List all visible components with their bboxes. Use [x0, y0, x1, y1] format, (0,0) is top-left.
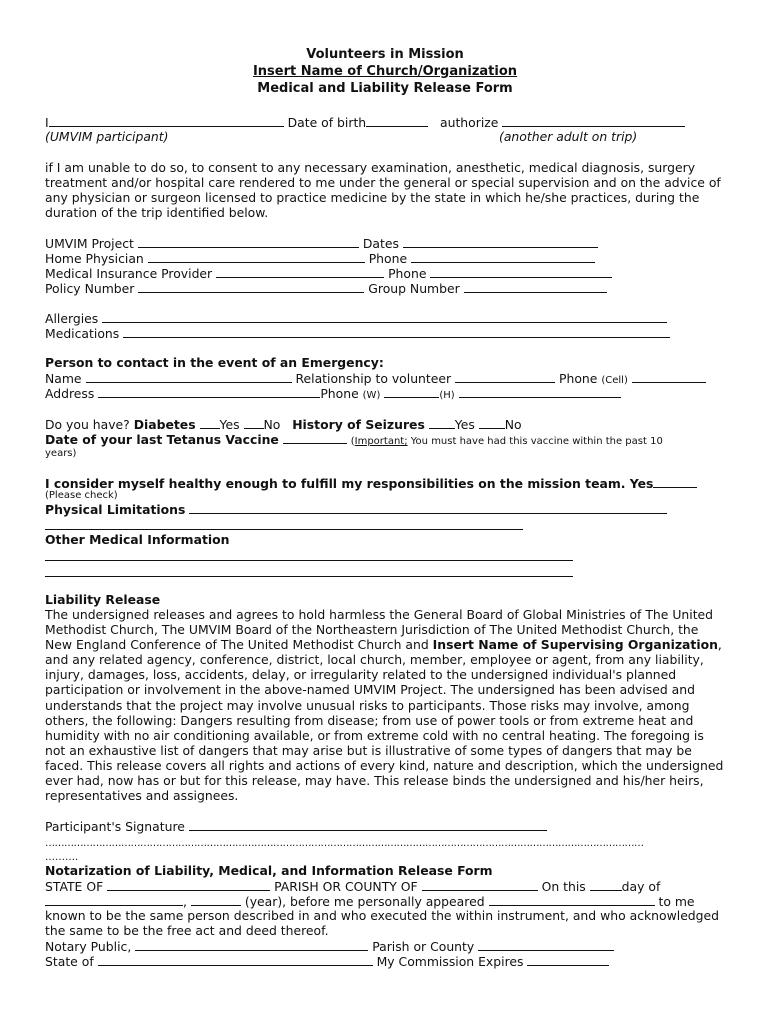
insurance-label: Medical Insurance Provider	[45, 266, 213, 281]
healthy-label: I consider myself healthy enough to fulfill my responsibilities on the mission team. Yes	[45, 476, 654, 491]
policy-field[interactable]	[138, 280, 364, 293]
liability-heading: Liability Release	[45, 592, 161, 607]
physician-label: Home Physician	[45, 251, 144, 266]
conditions-row	[45, 416, 522, 432]
title-line-1: Volunteers in Mission	[306, 47, 464, 62]
address-field[interactable]	[98, 385, 320, 398]
notary-state-row	[45, 878, 660, 894]
emergency-name-field[interactable]	[86, 370, 292, 383]
group-label: Group Number	[368, 281, 460, 296]
dob-field[interactable]	[366, 114, 428, 127]
signature-row	[45, 818, 547, 834]
state-of-2-label: State of	[45, 954, 94, 969]
other-medical-line-1[interactable]	[45, 560, 573, 561]
on-this-label: On this	[541, 879, 586, 894]
policy-label: Policy Number	[45, 281, 135, 296]
work-phone-field[interactable]	[384, 385, 439, 398]
address-label: Address	[45, 386, 95, 401]
insurance-row	[45, 265, 612, 281]
notary-public-row	[45, 938, 614, 954]
emergency-phone-label: Phone	[559, 371, 598, 386]
notary-public-label: Notary Public,	[45, 939, 132, 954]
physician-phone-label: Phone	[368, 251, 408, 266]
limitations-line-2[interactable]	[45, 529, 523, 530]
physician-phone-field[interactable]	[411, 250, 595, 263]
year-text: (year), before me personally appeared	[244, 894, 485, 909]
do-you-have-label: Do you have?	[45, 417, 130, 432]
insurance-phone-field[interactable]	[430, 265, 612, 278]
medications-row	[45, 325, 670, 341]
parish-county-label: Parish or County	[372, 939, 475, 954]
cut-line-dots: ………………………………………………………………………………………………………………………………………………………………………	[45, 838, 644, 849]
liability-text-1: The undersigned releases and agrees to hold harmless the General Board of Global Ministries of The United Methodist Church, The UMVIM Board of the Northeastern Jurisdiction of The United Methodist Church, the New England Conference of The United Methodist Church and	[45, 607, 714, 653]
known-paragraph: known to be the same person described in and who executed the within instrument, and who acknowledged the same to be the free act and deed thereof.	[45, 908, 720, 939]
home-phone-field[interactable]	[459, 385, 621, 398]
project-field[interactable]	[138, 235, 359, 248]
commission-field[interactable]	[527, 953, 609, 966]
cell-label: (Cell)	[601, 375, 628, 386]
emergency-heading: Person to contact in the event of an Emergency:	[45, 355, 384, 370]
dob-label: Date of birth	[287, 115, 367, 130]
policy-row	[45, 280, 607, 296]
work-label: (W)	[362, 390, 381, 401]
appeared-name-field[interactable]	[489, 893, 655, 906]
relationship-field[interactable]	[455, 370, 555, 383]
allergies-label: Allergies	[45, 311, 99, 326]
tetanus-note-years: years)	[45, 448, 77, 459]
project-row	[45, 235, 598, 251]
title-line-2: Insert Name of Church/Organization	[252, 64, 518, 79]
cut-line-dots-end: ……….	[45, 852, 79, 863]
home-label: (H)	[439, 390, 455, 401]
day-field[interactable]	[590, 878, 622, 891]
notary-year-row	[45, 893, 695, 909]
other-medical-line-2[interactable]	[45, 576, 573, 577]
limitations-row	[45, 501, 667, 517]
state-field[interactable]	[107, 878, 270, 891]
liability-text-2: , and any related agency, conference, district, local church, member, employee or agent, from any liability, injury, damages, loss, accidents, delay, or irregularity related to the undersigned individual's planned participation or involvement in the above-named UMVIM Project. The undersigned has been advised and understands that the project may involve unusual risks to participants. Those risks may involve, among others, the following: Dangers resulting from disease; from use of power tools or from extreme heat and humidity with no air conditioning available, or from extreme cold with no central heating. The foregoing is not an exhaustive list of dangers that may arise but is illustrative of some types of dangers that may be faced. This release covers all rights and actions of every kind, nature and description, which the undersigned ever had, now has or but for this release, may have. This release binds the undersigned and his/her heirs, representatives and assignees.	[45, 637, 724, 804]
insurance-field[interactable]	[216, 265, 384, 278]
seizures-no-field[interactable]	[479, 416, 505, 429]
insurance-phone-label: Phone	[388, 266, 427, 281]
diabetes-yes-field[interactable]	[200, 416, 220, 429]
commission-label: My Commission Expires	[376, 954, 524, 969]
participant-name-field[interactable]	[49, 114, 284, 127]
participant-row	[45, 114, 685, 130]
month-field[interactable]	[45, 893, 183, 906]
diabetes-yes-label: Yes	[219, 417, 240, 432]
state-of-2-field[interactable]	[98, 953, 373, 966]
dates-label: Dates	[362, 236, 399, 251]
notary-heading: Notarization of Liability, Medical, and Information Release Form	[45, 863, 493, 878]
medications-field[interactable]	[123, 325, 670, 338]
commission-row	[45, 953, 609, 969]
tetanus-date-field[interactable]	[283, 431, 347, 444]
seizures-no-label: No	[504, 417, 522, 432]
parish-field[interactable]	[422, 878, 538, 891]
tetanus-label: Date of your last Tetanus Vaccine	[45, 432, 279, 447]
limitations-field[interactable]	[189, 501, 667, 514]
healthy-row	[45, 475, 697, 491]
day-of-label: day of	[621, 879, 661, 894]
seizures-yes-field[interactable]	[429, 416, 455, 429]
to-me-label: to me	[658, 894, 695, 909]
emergency-address-row	[45, 385, 621, 403]
please-check-note: (Please check)	[45, 490, 118, 501]
group-field[interactable]	[464, 280, 607, 293]
diabetes-no-label: No	[263, 417, 281, 432]
tetanus-row: Date of your last Tetanus Vaccine (Important; You must have had this vaccine within the past 10	[45, 432, 663, 447]
healthy-yes-field[interactable]	[653, 475, 697, 488]
dates-field[interactable]	[403, 235, 598, 248]
other-medical-label: Other Medical Information	[45, 532, 230, 547]
physician-row	[45, 250, 595, 266]
emergency-name-label: Name	[45, 371, 82, 386]
limitations-label: Physical Limitations	[45, 502, 186, 517]
consent-paragraph: if I am unable to do so, to consent to any necessary examination, anesthetic, medical diagnosis, surgery treatment and/or hospital care rendered to me under the general or special supervision and on the advice of any physician or surgeon licensed to practice medicine by the state in which he/she practices, during the duration of the trip identified below.	[45, 160, 721, 221]
i-label: I	[45, 115, 49, 130]
relationship-label: Relationship to volunteer	[295, 371, 452, 386]
diabetes-label: Diabetes	[133, 417, 196, 432]
diabetes-no-field[interactable]	[244, 416, 264, 429]
year-field[interactable]	[191, 893, 241, 906]
physician-field[interactable]	[148, 250, 365, 263]
parish-label: PARISH OR COUNTY OF	[274, 879, 418, 894]
signature-label: Participant's Signature	[45, 819, 185, 834]
address-phone-label: Phone	[320, 386, 359, 401]
signature-field[interactable]	[189, 818, 547, 831]
notary-public-field[interactable]	[135, 938, 368, 951]
seizures-yes-label: Yes	[454, 417, 475, 432]
participant-caption: (UMVIM participant)	[45, 129, 169, 144]
title-line-3: Medical and Liability Release Form	[257, 81, 513, 96]
medications-label: Medications	[45, 326, 120, 341]
supervising-org-placeholder: Insert Name of Supervising Organization	[432, 637, 718, 653]
parish-county-field[interactable]	[478, 938, 614, 951]
authorized-adult-field[interactable]	[502, 114, 685, 127]
project-label: UMVIM Project	[45, 236, 134, 251]
state-of-label: STATE OF	[45, 879, 104, 894]
tetanus-note: You must have had this vaccine within the past 10	[407, 436, 663, 447]
comma: ,	[183, 894, 187, 909]
allergies-row	[45, 310, 667, 326]
seizures-label: History of Seizures	[292, 417, 425, 432]
adult-caption: (another adult on trip)	[499, 129, 638, 144]
allergies-field[interactable]	[102, 310, 667, 323]
cell-phone-field[interactable]	[632, 370, 706, 383]
liability-paragraph	[45, 607, 725, 803]
authorize-label: authorize	[440, 115, 499, 130]
important-label: Important;	[354, 436, 408, 447]
